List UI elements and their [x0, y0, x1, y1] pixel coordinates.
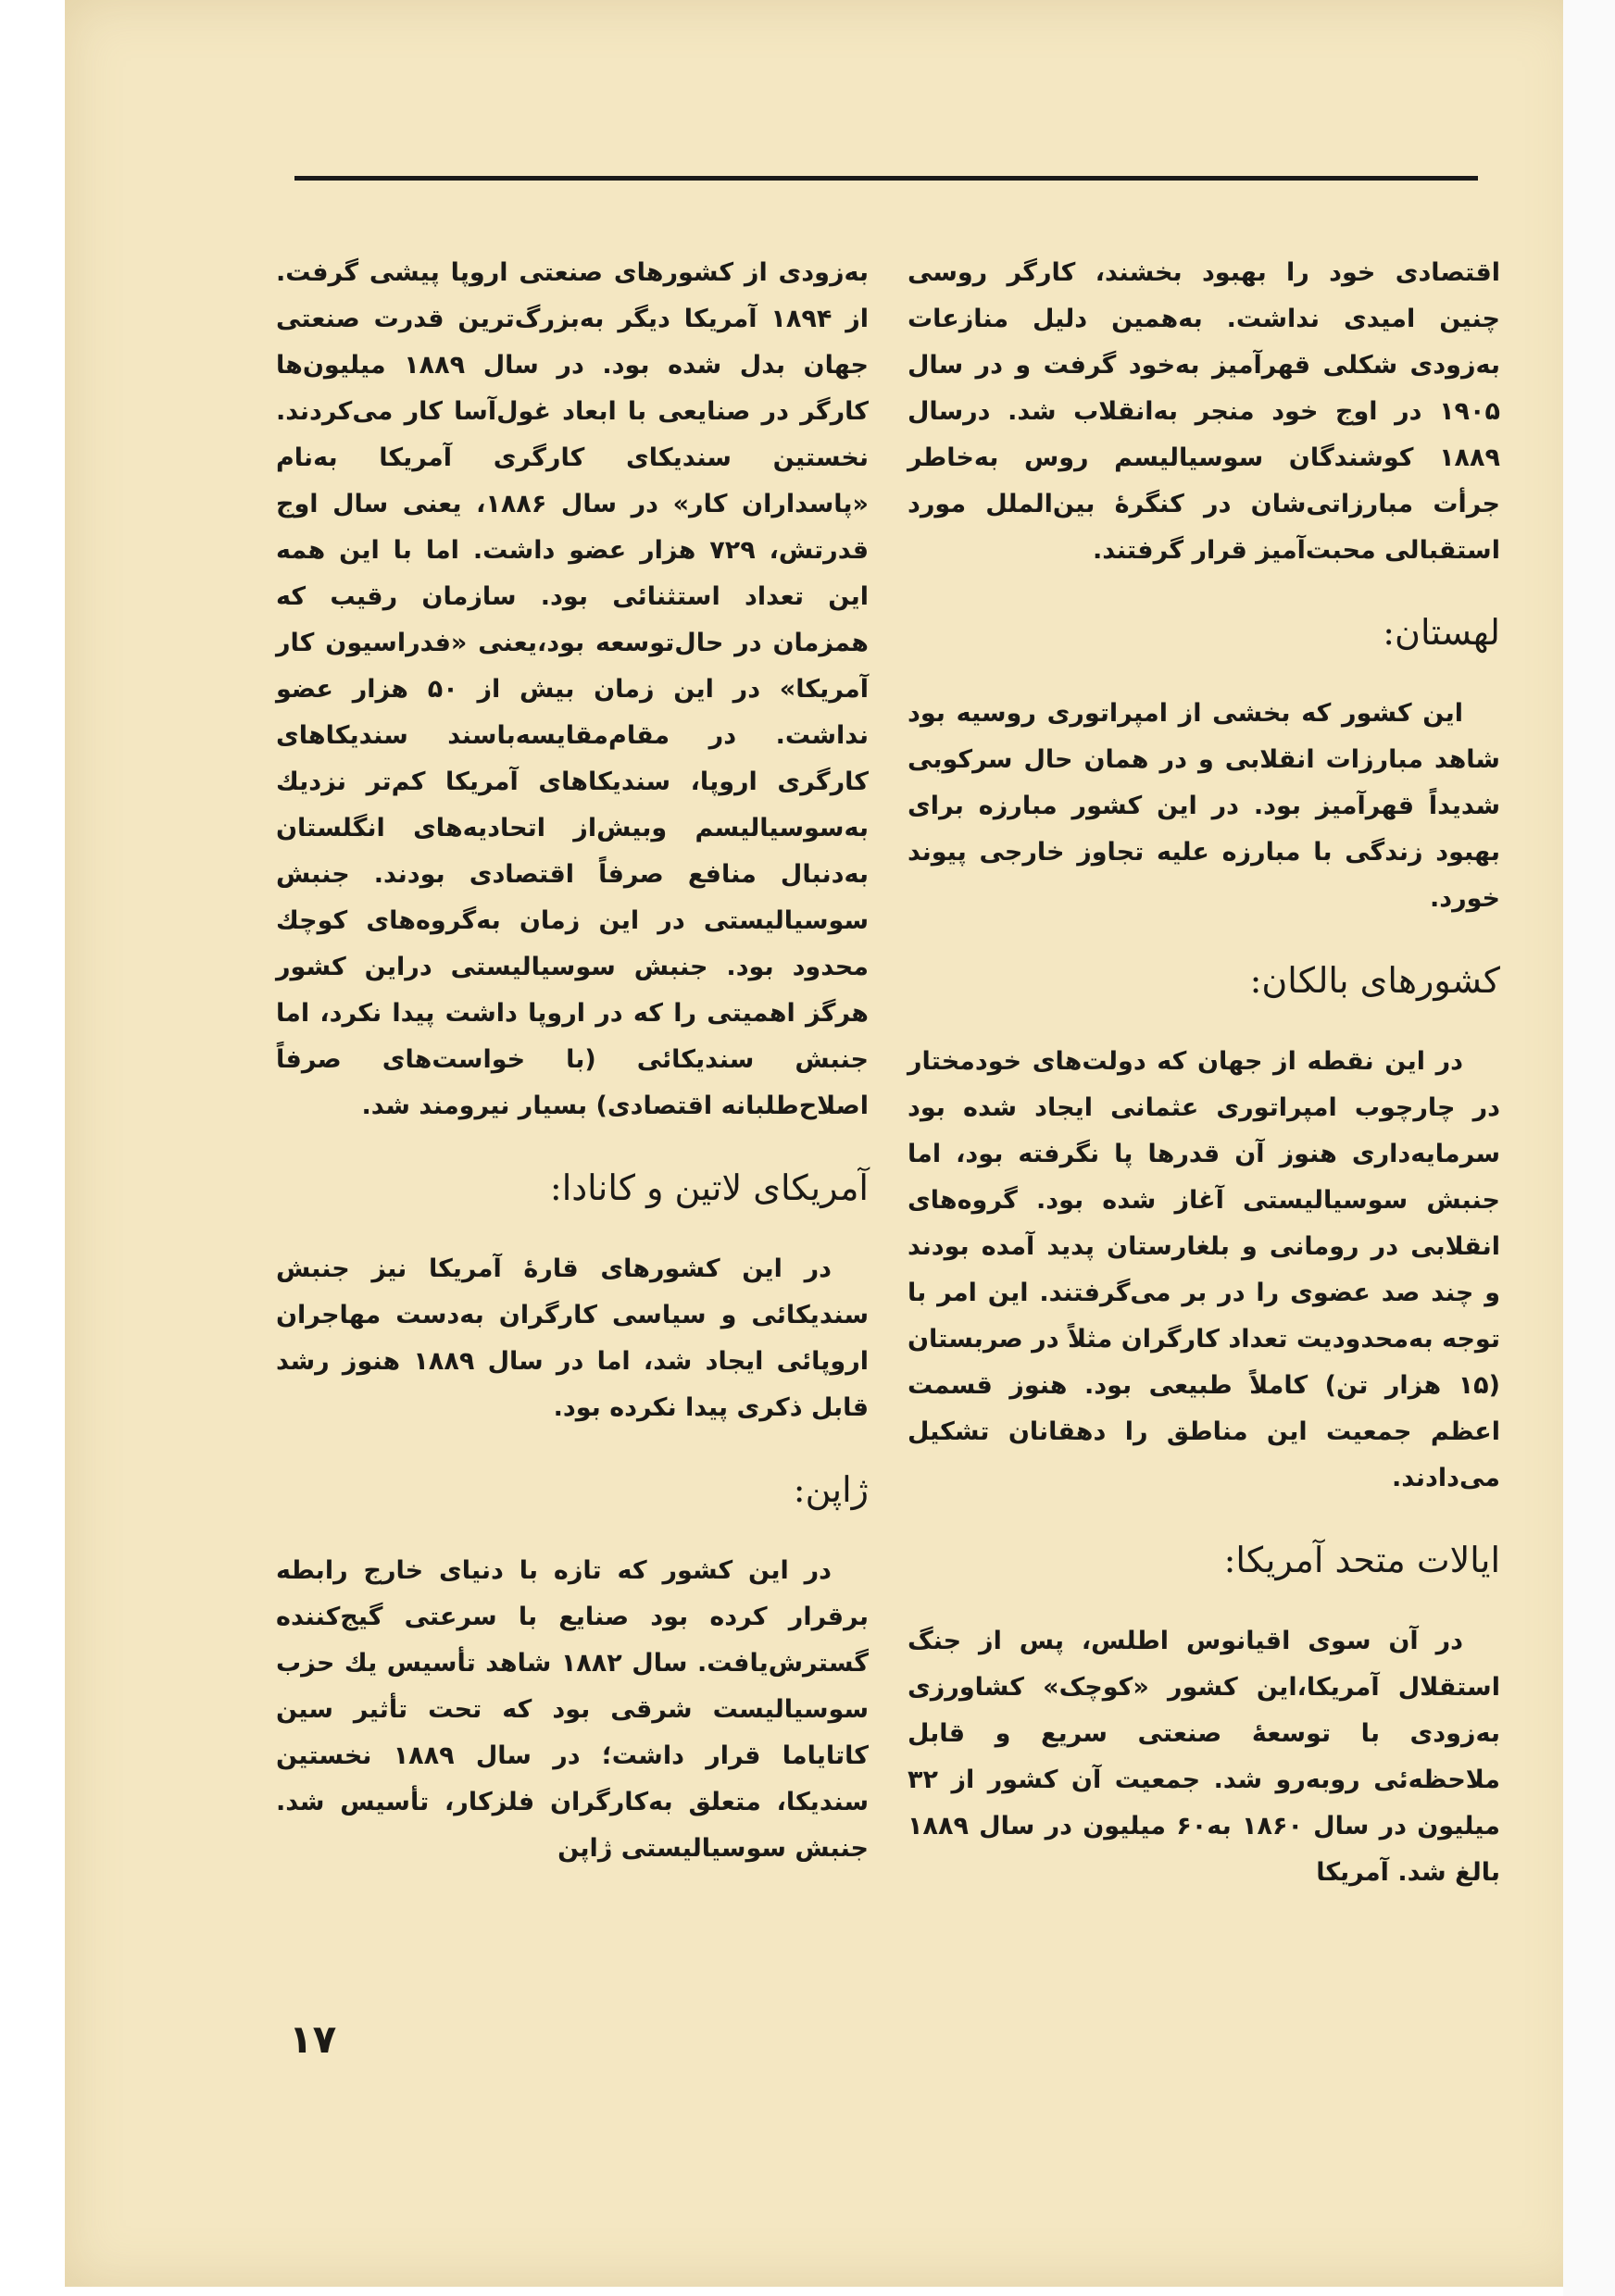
paragraph-usa: در آن سوی اقیانوس اطلس، پس از جنگ استقلال آمریکا،این کشور «کوچک» کشاورزی به‌زودی با توسعهٔ صنعتی سریع و قابل ملاحظه‌ئی روبه‌رو شد. جمعیت آن کشور از ۳۲ میلیون در سال ۱۸۶۰ به۶۰ میلیون در سال ۱۸۸۹ بالغ شد. آمریکا [908, 1627, 1500, 1887]
heading-japan: ژاپن: [793, 1469, 869, 1510]
heading-usa: ایالات متحد آمریکا: [1223, 1540, 1500, 1580]
header-rule [294, 176, 1478, 181]
paragraph-latin-america: در این کشورهای قارهٔ آمریکا نیز جنبش سندیکائی و سیاسی کارگران به‌دست مهاجران اروپائی ایجاد شد، اما در سال ۱۸۸۹ هنوز رشد قابل ذکری پیدا نکرده بود. [276, 1254, 869, 1422]
heading-poland: لهستان: [1383, 612, 1500, 653]
paragraph-balkans: در این نقطه از جهان که دولت‌های خودمختار در چارچوب امپراتوری عثمانی ایجاد شده بود سرمایه‌داری هنوز آن قدرها پا نگرفته بود، اما جنبش سوسیالیستی آغاز شده بود. گروه‌های انقلابی در رومانی و بلغارستان پدید آمده بودند و چند صد عضوی را در بر می‌گرفتند. این امر با توجه به‌محدودیت تعداد کارگران مثلاً در صربستان (۱۵ هزار تن) کاملاً طبیعی بود. هنوز قسمت اعظم جمعیت این مناطق را دهقانان تشکیل می‌دادند. [908, 1047, 1500, 1492]
paragraph-russia: اقتصادی خود را بهبود بخشند، کارگر روسی چنین امیدی نداشت. به‌همین دلیل منازعات به‌زودی شکلی قهرآمیز به‌خود گرفت و در سال ۱۹۰۵ در اوج خود منجر به‌انقلاب شد. درسال ۱۸۸۹ کوشندگان سوسیالیسم روس به‌خاطر جرأت مبارزاتی‌شان در کنگرهٔ بین‌الملل مورد استقبالی محبت‌آمیز قرار گرفتند. [908, 258, 1500, 565]
right-column [908, 250, 1500, 1896]
page-number: ۱۷ [289, 2016, 337, 2062]
heading-balkans: کشورهای بالکان: [1249, 960, 1500, 1001]
paragraph-poland: این کشور که بخشی از امپراتوری روسیه بود شاهد مبارزات انقلابی و در همان حال سرکوبی شدیداً قهرآمیز بود. در این کشور مبارزه برای بهبود زندگی با مبارزه علیه تجاوز خارجی پیوند خورد. [908, 699, 1500, 913]
left-column [276, 250, 869, 1872]
page-margin [1563, 0, 1615, 2296]
paragraph-usa-continued: به‌زودی از کشورهای صنعتی اروپا پیشی گرفت. از ۱۸۹۴ آمریکا دیگر به‌بزرگ‌ترین قدرت صنعتی جهان بدل شده بود. در سال ۱۸۸۹ میلیون‌ها کارگر در صنایعی با ابعاد غول‌آسا کار می‌کردند. نخستین سندیکای کارگری آمریکا به‌نام «پاسداران کار» در سال ۱۸۸۶، یعنی سال اوج قدرتش، ۷۲۹ هزار عضو داشت. اما با این همه این تعداد استثنائی بود. سازمان رقیب که همزمان در حال‌توسعه بود،یعنی «فدراسیون کار آمریکا» در این زمان بیش از ۵۰ هزار عضو نداشت. در مقام‌مقایسه‌باسند سندیکاهای کارگری اروپا، سندیکاهای آمریکا کم‌تر نزدیك به‌سوسیالیسم وبیش‌از اتحادیه‌های انگلستان به‌دنبال منافع صرفاً اقتصادی بودند. جنبش سوسیالیستی در این زمان به‌گروه‌های کوچك محدود بود. جنبش سوسیالیستی دراین کشور هرگز اهمیتی را که در اروپا داشت پیدا نکرد، اما جنبش سندیکائی (با خواست‌های صرفاً اصلاح‌طلبانه اقتصادی) بسیار نیرومند شد. [276, 258, 870, 1120]
paragraph-japan: در این کشور که تازه با دنیای خارج رابطه برقرار کرده بود صنایع با سرعتی گیج‌کننده گسترش‌یافت. سال ۱۸۸۲ شاهد تأسیس یك حزب سوسیالیست شرقی بود که تحت تأثیر سین کاتایاما قرار داشت؛ در سال ۱۸۸۹ نخستین سندیکا، متعلق به‌کارگران فلزکار، تأسیس شد. جنبش سوسیالیستی ژاپن [276, 1556, 869, 1863]
heading-latin-america: آمریکای لاتین و کانادا: [549, 1167, 869, 1208]
